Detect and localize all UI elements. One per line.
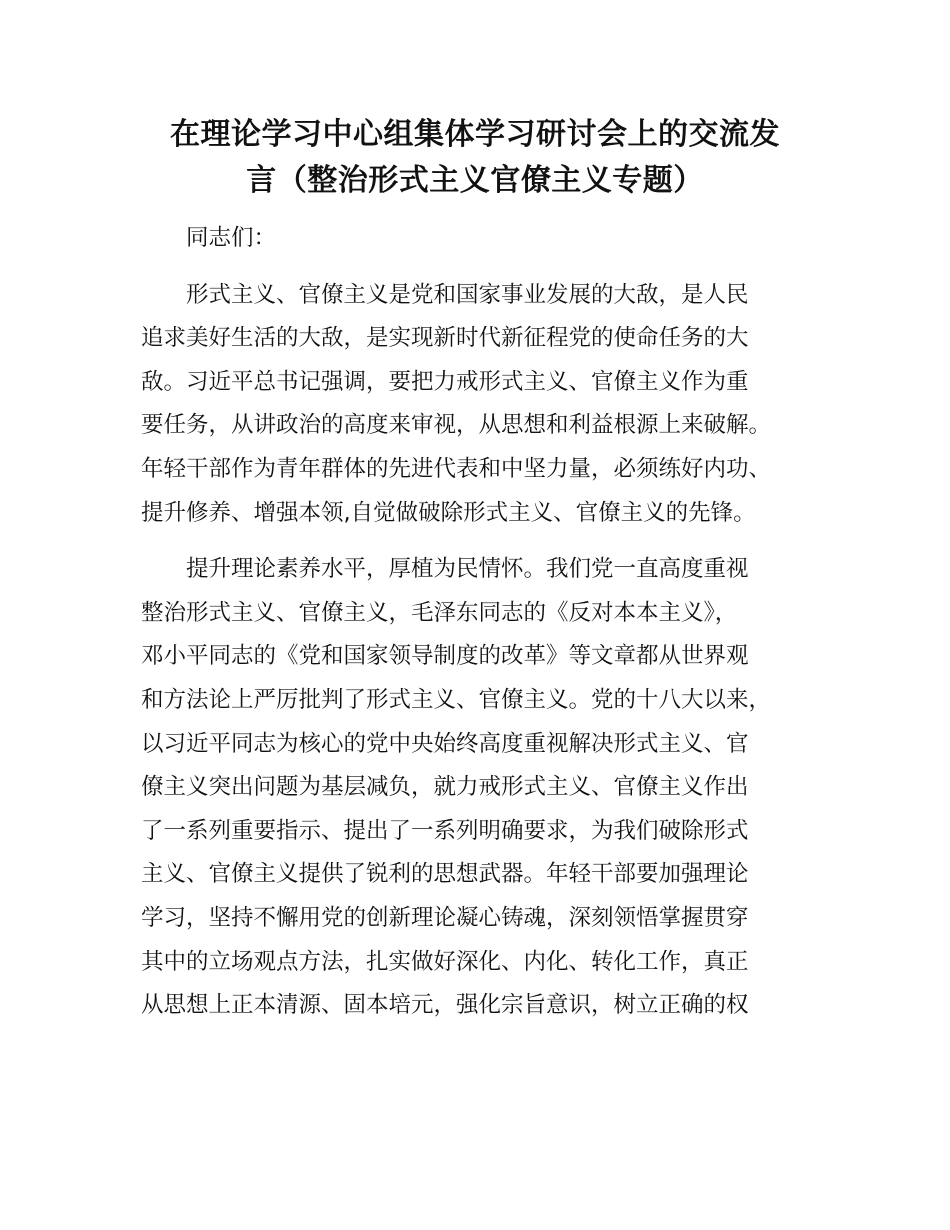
paragraph-line: 敌。习近平总书记强调，要把力戒形式主义、官僚主义作为重 bbox=[141, 368, 749, 395]
title-line-1: 在理论学习中心组集体学习研讨会上的交流发 bbox=[170, 117, 780, 152]
paragraph-1 bbox=[141, 274, 811, 536]
paragraph-line: 以习近平同志为核心的党中央始终高度重视解决形式主义、官 bbox=[141, 730, 749, 757]
paragraph-line: 了一系列重要指示、提出了一系列明确要求，为我们破除形式 bbox=[141, 817, 749, 844]
document-body bbox=[141, 217, 811, 1041]
title-line-2: 言（整治形式主义官僚主义专题） bbox=[246, 163, 704, 198]
paragraph-line: 和方法论上严厉批判了形式主义、官僚主义。党的十八大以来， bbox=[141, 686, 772, 713]
paragraph-line: 其中的立场观点方法，扎实做好深化、内化、转化工作，真正 bbox=[141, 948, 749, 975]
paragraph-line: 追求美好生活的大敌，是实现新时代新征程党的使命任务的大 bbox=[141, 325, 749, 352]
paragraph-line: 提升理论素养水平，厚植为民情怀。我们党一直高度重视 bbox=[186, 556, 749, 583]
paragraph-line: 主义、官僚主义提供了锐利的思想武器。年轻干部要加强理论 bbox=[141, 861, 749, 888]
paragraph-line: 学习，坚持不懈用党的创新理论凝心铸魂，深刻领悟掌握贯穿 bbox=[141, 904, 749, 931]
paragraph-line: 从思想上正本清源、固本培元，强化宗旨意识，树立正确的权 bbox=[141, 992, 749, 1019]
paragraph-2 bbox=[141, 548, 811, 1028]
greeting: 同志们： bbox=[186, 225, 277, 251]
paragraph-line: 邓小平同志的《党和国家领导制度的改革》等文章都从世界观 bbox=[141, 643, 749, 670]
paragraph-line: 整治形式主义、官僚主义，毛泽东同志的《反对本本主义》， bbox=[141, 599, 738, 626]
paragraph-line: 僚主义突出问题为基层减负，就力戒形式主义、官僚主义作出 bbox=[141, 774, 749, 801]
paragraph-line: 年轻干部作为青年群体的先进代表和中坚力量，必须练好内功、 bbox=[141, 455, 772, 482]
paragraph-line: 提升修养、增强本领,自觉做破除形式主义、官僚主义的先锋。 bbox=[141, 499, 756, 526]
paragraph-line: 要任务，从讲政治的高度来审视，从思想和利益根源上来破解。 bbox=[141, 412, 772, 439]
document-title bbox=[140, 112, 810, 204]
paragraph-line: 形式主义、官僚主义是党和国家事业发展的大敌，是人民 bbox=[186, 281, 749, 308]
